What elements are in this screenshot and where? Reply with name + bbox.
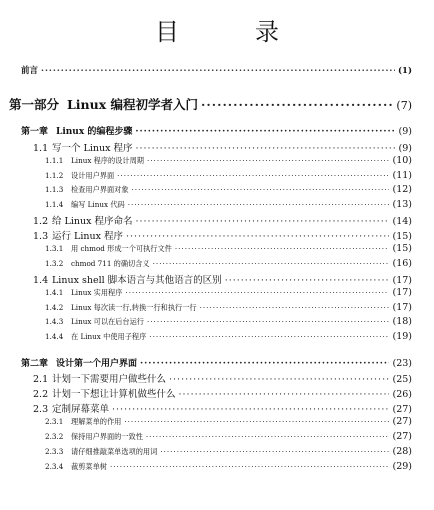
toc-entry-number: 2.3.3 [45,447,64,456]
toc-entry-text: chmod 711 的确切含义 [71,259,150,268]
toc-entry-ch [21,124,412,137]
dot-leader [149,332,389,341]
toc-entry-number: 1.3.1 [45,244,64,253]
toc-entry-number: 1.4.3 [45,317,64,326]
toc-entry-number: 1.2 [33,216,49,227]
toc-entry-text: 用 chmod 形成一个可执行文件 [71,244,172,253]
toc-entry-number: 1.3 [33,231,49,242]
toc-entry-pre [21,64,412,76]
toc-page-number: (27) [392,416,412,427]
toc-entry-number: 1.4 [33,275,49,286]
toc-page-number: (1) [398,66,412,76]
toc-page-number: (23) [392,358,412,369]
toc-entry-s2 [45,416,412,427]
toc-entry-number: 1.4.4 [45,332,64,341]
toc-entry-label [45,185,129,195]
dot-leader [135,216,389,227]
toc-page-number: (26) [392,389,412,400]
toc-entry-text: Linux 编程初学者入门 [67,97,199,112]
toc-entry-s1 [33,386,412,400]
dot-leader [128,200,390,209]
toc-entry-label [33,386,176,400]
dot-leader [110,462,390,471]
dot-leader [200,303,390,312]
toc-entry-number: 1.4.2 [45,303,64,312]
toc-entry-label [33,272,222,286]
dot-leader [117,171,389,180]
toc-page-number: (19) [392,331,412,342]
toc-entry-number: 第二章 [21,359,49,369]
toc-entry-label [33,401,109,415]
toc-entry-label [9,95,198,113]
toc-entry-text: Linux 每次读一行,转换一行和执行一行 [71,303,197,312]
toc-entry-number: 2.3 [33,404,49,415]
toc-entry-s2 [45,258,412,269]
toc-entry-label [45,156,144,166]
toc-entry-text: 裁剪菜单树 [71,462,107,471]
toc-entry-label [45,288,122,298]
toc-entry-number: 1.4.1 [45,288,64,297]
toc-entry-label [45,332,146,342]
toc-page-number: (27) [392,431,412,442]
toc-entry-text: 写一个 Linux 程序 [52,143,133,154]
toc-entry-label [45,462,107,472]
toc-entry-label [45,244,172,254]
toc-entry-text: 计划一下需要用户做些什么 [52,374,167,385]
toc-entry-s1 [33,140,412,154]
toc-entry-label [45,303,197,313]
toc-entry-number: 2.3.4 [45,462,64,471]
dot-leader [147,317,390,326]
toc-entry-text: 在 Linux 中使用子程序 [71,332,147,341]
toc-entry-text: 前言 [21,66,39,76]
toc-entry-number: 2.2 [33,389,49,400]
toc-entry-s1 [33,401,412,415]
toc-entry-label [33,371,166,385]
toc-entry-number: 1.1.1 [45,156,64,165]
dot-leader [112,404,389,415]
toc-entry-s1 [33,272,412,286]
toc-entry-text: 运行 Linux 程序 [52,231,123,242]
toc-entry-text: 检查用户界面对象 [71,185,129,194]
toc-entry-label [45,259,150,269]
toc-entry-s1 [33,228,412,242]
toc-entry-s2 [45,331,412,342]
toc-entry-text: 理解菜单的作用 [71,417,122,426]
toc-entry-label [45,447,157,457]
toc-entry-text: 定制屏幕菜单 [52,404,110,415]
dot-leader [201,97,393,112]
toc-entry-label [33,228,123,242]
toc-entry-number: 2.1 [33,374,49,385]
toc-page-number: (17) [392,275,412,286]
toc-entry-text: Linux 可以在后台运行 [71,317,144,326]
dot-leader [41,66,395,76]
toc-page-number: (15) [392,243,412,254]
page-title: 目 录 [155,18,305,46]
toc-entry-number: 1.3.2 [45,259,64,268]
toc-entry-ch [21,356,412,369]
toc-entry-text: Linux 程序的设计周期 [71,156,144,165]
toc-entry-label [21,64,38,76]
dot-leader [135,143,395,154]
toc-entry-label [33,140,132,154]
toc-entry-s2 [45,461,412,472]
toc-entry-text: 保持用户界面的一致性 [71,432,143,441]
toc-page-number: (17) [392,287,412,298]
toc-page-number: (18) [392,316,412,327]
toc-entry-s2 [45,243,412,254]
toc-entry-label [45,417,121,427]
toc-page-number: (9) [398,126,412,137]
toc-entry-text: Linux 的编程步骤 [56,127,133,137]
toc-entry-s2 [45,199,412,210]
toc-entry-text: 请仔细推敲菜单选项的用词 [71,447,158,456]
toc-entry-text: 设计用户界面 [71,171,115,180]
dot-leader [153,259,390,268]
toc-page-number: (12) [392,184,412,195]
toc-entry-label [45,317,144,327]
toc-entry-part [9,95,412,113]
toc-entry-label [45,200,125,210]
toc-page-number: (14) [392,216,412,227]
toc-page-number: (10) [392,155,412,166]
toc-entry-label [21,356,137,369]
toc-entry-text: 编写 Linux 代码 [71,200,125,209]
toc-page-number: (13) [392,199,412,210]
toc-page-number: (16) [392,258,412,269]
toc-entry-s2 [45,287,412,298]
toc-entry-text: 计划一下想让计算机做些什么 [52,389,176,400]
toc-page-number: (15) [392,231,412,242]
toc-entry-s2 [45,446,412,457]
dot-leader [146,432,390,441]
toc-entry-s2 [45,316,412,327]
toc-entry-number: 第一部分 [9,97,60,112]
toc-page-number: (11) [392,170,412,181]
toc-entry-label [45,171,114,181]
dot-leader [132,185,390,194]
toc-entry-s1 [33,213,412,227]
toc-entry-number: 1.1.4 [45,200,64,209]
toc-page-number: (27) [392,404,412,415]
toc-entry-text: 给 Linux 程序命名 [52,216,133,227]
toc-entry-s2 [45,184,412,195]
toc-entry-number: 1.1.3 [45,185,64,194]
toc-page-number: (25) [392,374,412,385]
toc-page-number: (7) [396,99,412,112]
toc-page-number: (28) [392,446,412,457]
dot-leader [147,156,390,165]
toc-entry-number: 1.1.2 [45,171,64,180]
toc-entry-text: Linux 实用程序 [71,288,123,297]
dot-leader [225,275,390,286]
dot-leader [126,231,390,242]
toc-entry-s2 [45,170,412,181]
dot-leader [160,447,389,456]
toc-entry-label [45,432,143,442]
toc-entry-text: 设计第一个用户界面 [56,359,138,369]
dot-leader [175,244,390,253]
toc-entry-text: Linux shell 脚本语言与其他语言的区别 [52,275,222,286]
dot-leader [135,127,395,137]
dot-leader [169,374,389,385]
toc-page-number: (17) [392,302,412,313]
toc-entry-s1 [33,371,412,385]
toc-entry-number: 2.3.1 [45,417,64,426]
toc-page-number: (29) [392,461,412,472]
dot-leader [179,389,390,400]
toc-entry-number: 2.3.2 [45,432,64,441]
dot-leader [140,359,389,369]
toc-entry-s2 [45,155,412,166]
dot-leader [124,417,389,426]
dot-leader [125,288,389,297]
toc-entry-label [21,124,132,137]
toc-entry-number: 第一章 [21,127,49,137]
toc-entry-label [33,213,132,227]
toc-entry-s2 [45,431,412,442]
toc-entry-s2 [45,302,412,313]
toc-page-number: (9) [398,143,412,154]
toc-entry-number: 1.1 [33,143,49,154]
